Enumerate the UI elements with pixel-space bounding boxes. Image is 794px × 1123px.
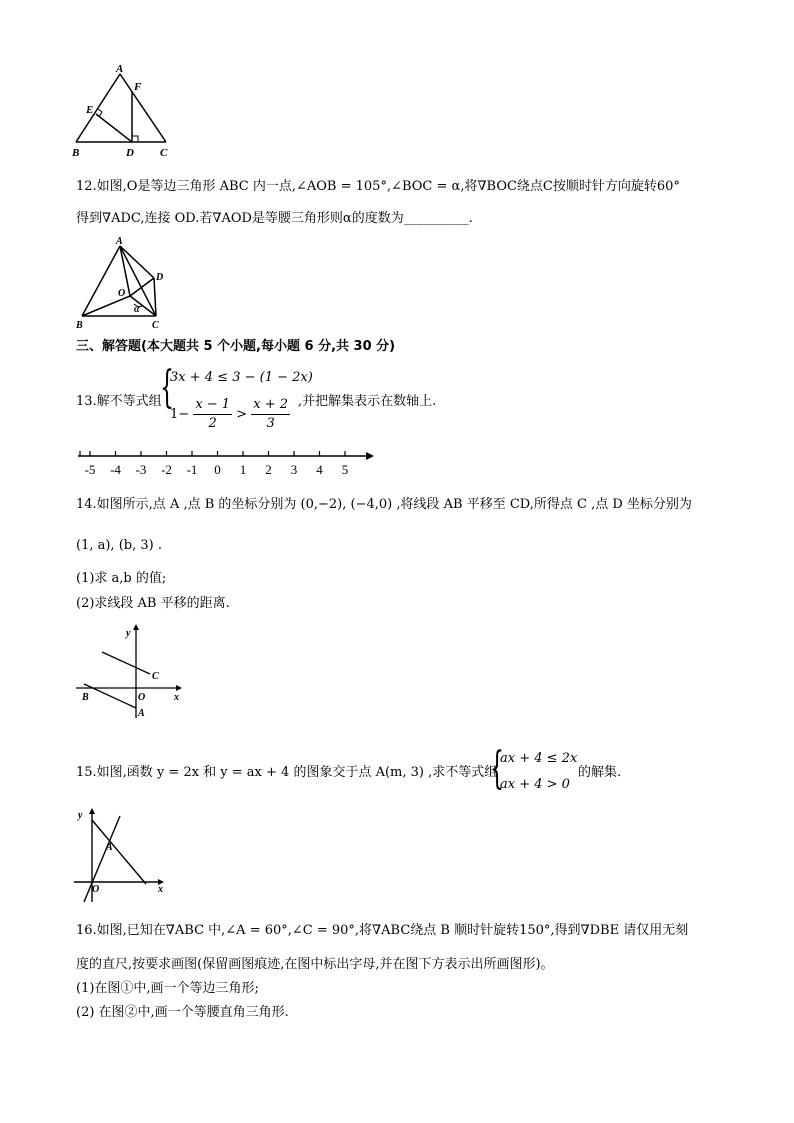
q13-frac2: [251, 396, 290, 433]
q13-prefix: 13.解不等式组: [76, 394, 162, 409]
q12-line1: 12.如图,O是等边三角形 ABC 内一点,∠AOB = 105°,∠BOC = α,将∇BOC绕点C按顺时针方向旋转60°: [76, 179, 680, 194]
q16-line1: 16.如图,已知在∇ABC 中,∠A = 60°,∠C = 90°,将∇ABC绕点 B 顺时针旋转150°,得到∇DBE 请仅用无刻: [76, 923, 689, 938]
q16-sub1: (1)在图①中,画一个等边三角形;: [76, 981, 259, 996]
q14-sub2: (2)求线段 AB 平移的距离.: [76, 596, 230, 611]
q13-suffix: ,并把解集表示在数轴上.: [298, 394, 437, 409]
fig12-label-C: C: [152, 320, 159, 330]
fig14-label-B: B: [82, 692, 89, 703]
numberline-label: -3: [135, 462, 147, 477]
q13-frac1: [193, 396, 232, 433]
numberline-label: 4: [316, 462, 323, 477]
figure-q15: [70, 802, 170, 906]
fig11-label-D: D: [126, 147, 134, 159]
fig12-label-A: A: [116, 236, 123, 247]
fig14-label-O: O: [138, 692, 146, 703]
fig11-label-E: E: [86, 104, 94, 116]
numberline-label: 3: [290, 462, 298, 477]
q14-sub1: (1)求 a,b 的值;: [76, 571, 167, 586]
q13-frac1-den: 2: [208, 416, 217, 431]
q14-line1: 14.如图所示,点 A ,点 B 的坐标分别为 (0,−2), (−4,0) ,将线段 AB 平移至 CD,所得点 C ,点 D 坐标分别为: [76, 497, 692, 512]
q16-line2: 度的直尺,按要求画图(保留画图痕迹,在图中标出字母,并在图下方表示出所画图形)。: [76, 957, 554, 972]
fig12-label-D: D: [156, 272, 164, 283]
q13-ineq2: [170, 396, 290, 433]
q15-prefix: 15.如图,函数 y = 2x 和 y = ax + 4 的图象交于点 A(m, 3) ,求不等式组: [76, 765, 498, 780]
fig14-label-x: x: [174, 692, 179, 703]
q13-frac2-den: 3: [266, 416, 275, 431]
numberline-label: 1: [239, 462, 247, 477]
numberline-label: 2: [265, 462, 272, 477]
q13-frac2-num: x + 2: [251, 396, 290, 415]
number-line: [74, 446, 374, 480]
q13-ineq1: 3x + 4 ≤ 3 − (1 − 2x): [170, 370, 313, 385]
numberline-label: 0: [214, 462, 221, 477]
numberline-label: -5: [84, 462, 96, 477]
q16-sub2: (2) 在图②中,画一个等腰直角三角形.: [76, 1005, 289, 1020]
fig15-label-x: x: [158, 884, 163, 895]
fig12-label-alpha: α: [134, 304, 140, 315]
q13-brace: {: [160, 362, 174, 413]
q15-ineq1: ax + 4 ≤ 2x: [500, 751, 578, 766]
fig12-label-B: B: [76, 320, 83, 330]
fig14-label-y: y: [126, 628, 131, 639]
fig11-label-A: A: [116, 63, 124, 75]
q15-brace: {: [490, 743, 504, 794]
q15-suffix: 的解集.: [578, 765, 622, 780]
section-title: 三、解答题(本大题共 5 个小题,每小题 6 分,共 30 分): [76, 339, 396, 354]
q14-line2: (1, a), (b, 3) .: [76, 538, 162, 553]
q13-ineq2-lead: 1−: [170, 407, 190, 422]
fig15-label-A: A: [106, 842, 113, 853]
fig11-label-F: F: [134, 81, 142, 93]
q13-frac1-num: x − 1: [193, 396, 232, 415]
fig15-label-O: O: [92, 884, 100, 895]
numberline-label: -2: [161, 462, 172, 477]
fig14-label-C: C: [152, 671, 159, 682]
q13-gt: >: [236, 407, 248, 422]
q15-ineq2: ax + 4 > 0: [500, 777, 570, 792]
fig11-label-C: C: [160, 147, 168, 159]
numberline-label: -4: [110, 462, 121, 477]
numberline-label: -1: [186, 462, 198, 477]
numberline-label: 5: [341, 462, 349, 477]
fig15-label-y: y: [78, 810, 83, 821]
fig11-label-B: B: [72, 147, 80, 159]
figure-q14: [72, 622, 188, 722]
figure-q12: [70, 236, 180, 330]
fig14-label-A: A: [138, 708, 145, 719]
q12-line2: 得到∇ADC,连接 OD.若∇AOD是等腰三角形则α的度数为__________.: [76, 211, 473, 226]
fig12-label-O: O: [118, 288, 126, 299]
figure-q11: [60, 62, 180, 162]
